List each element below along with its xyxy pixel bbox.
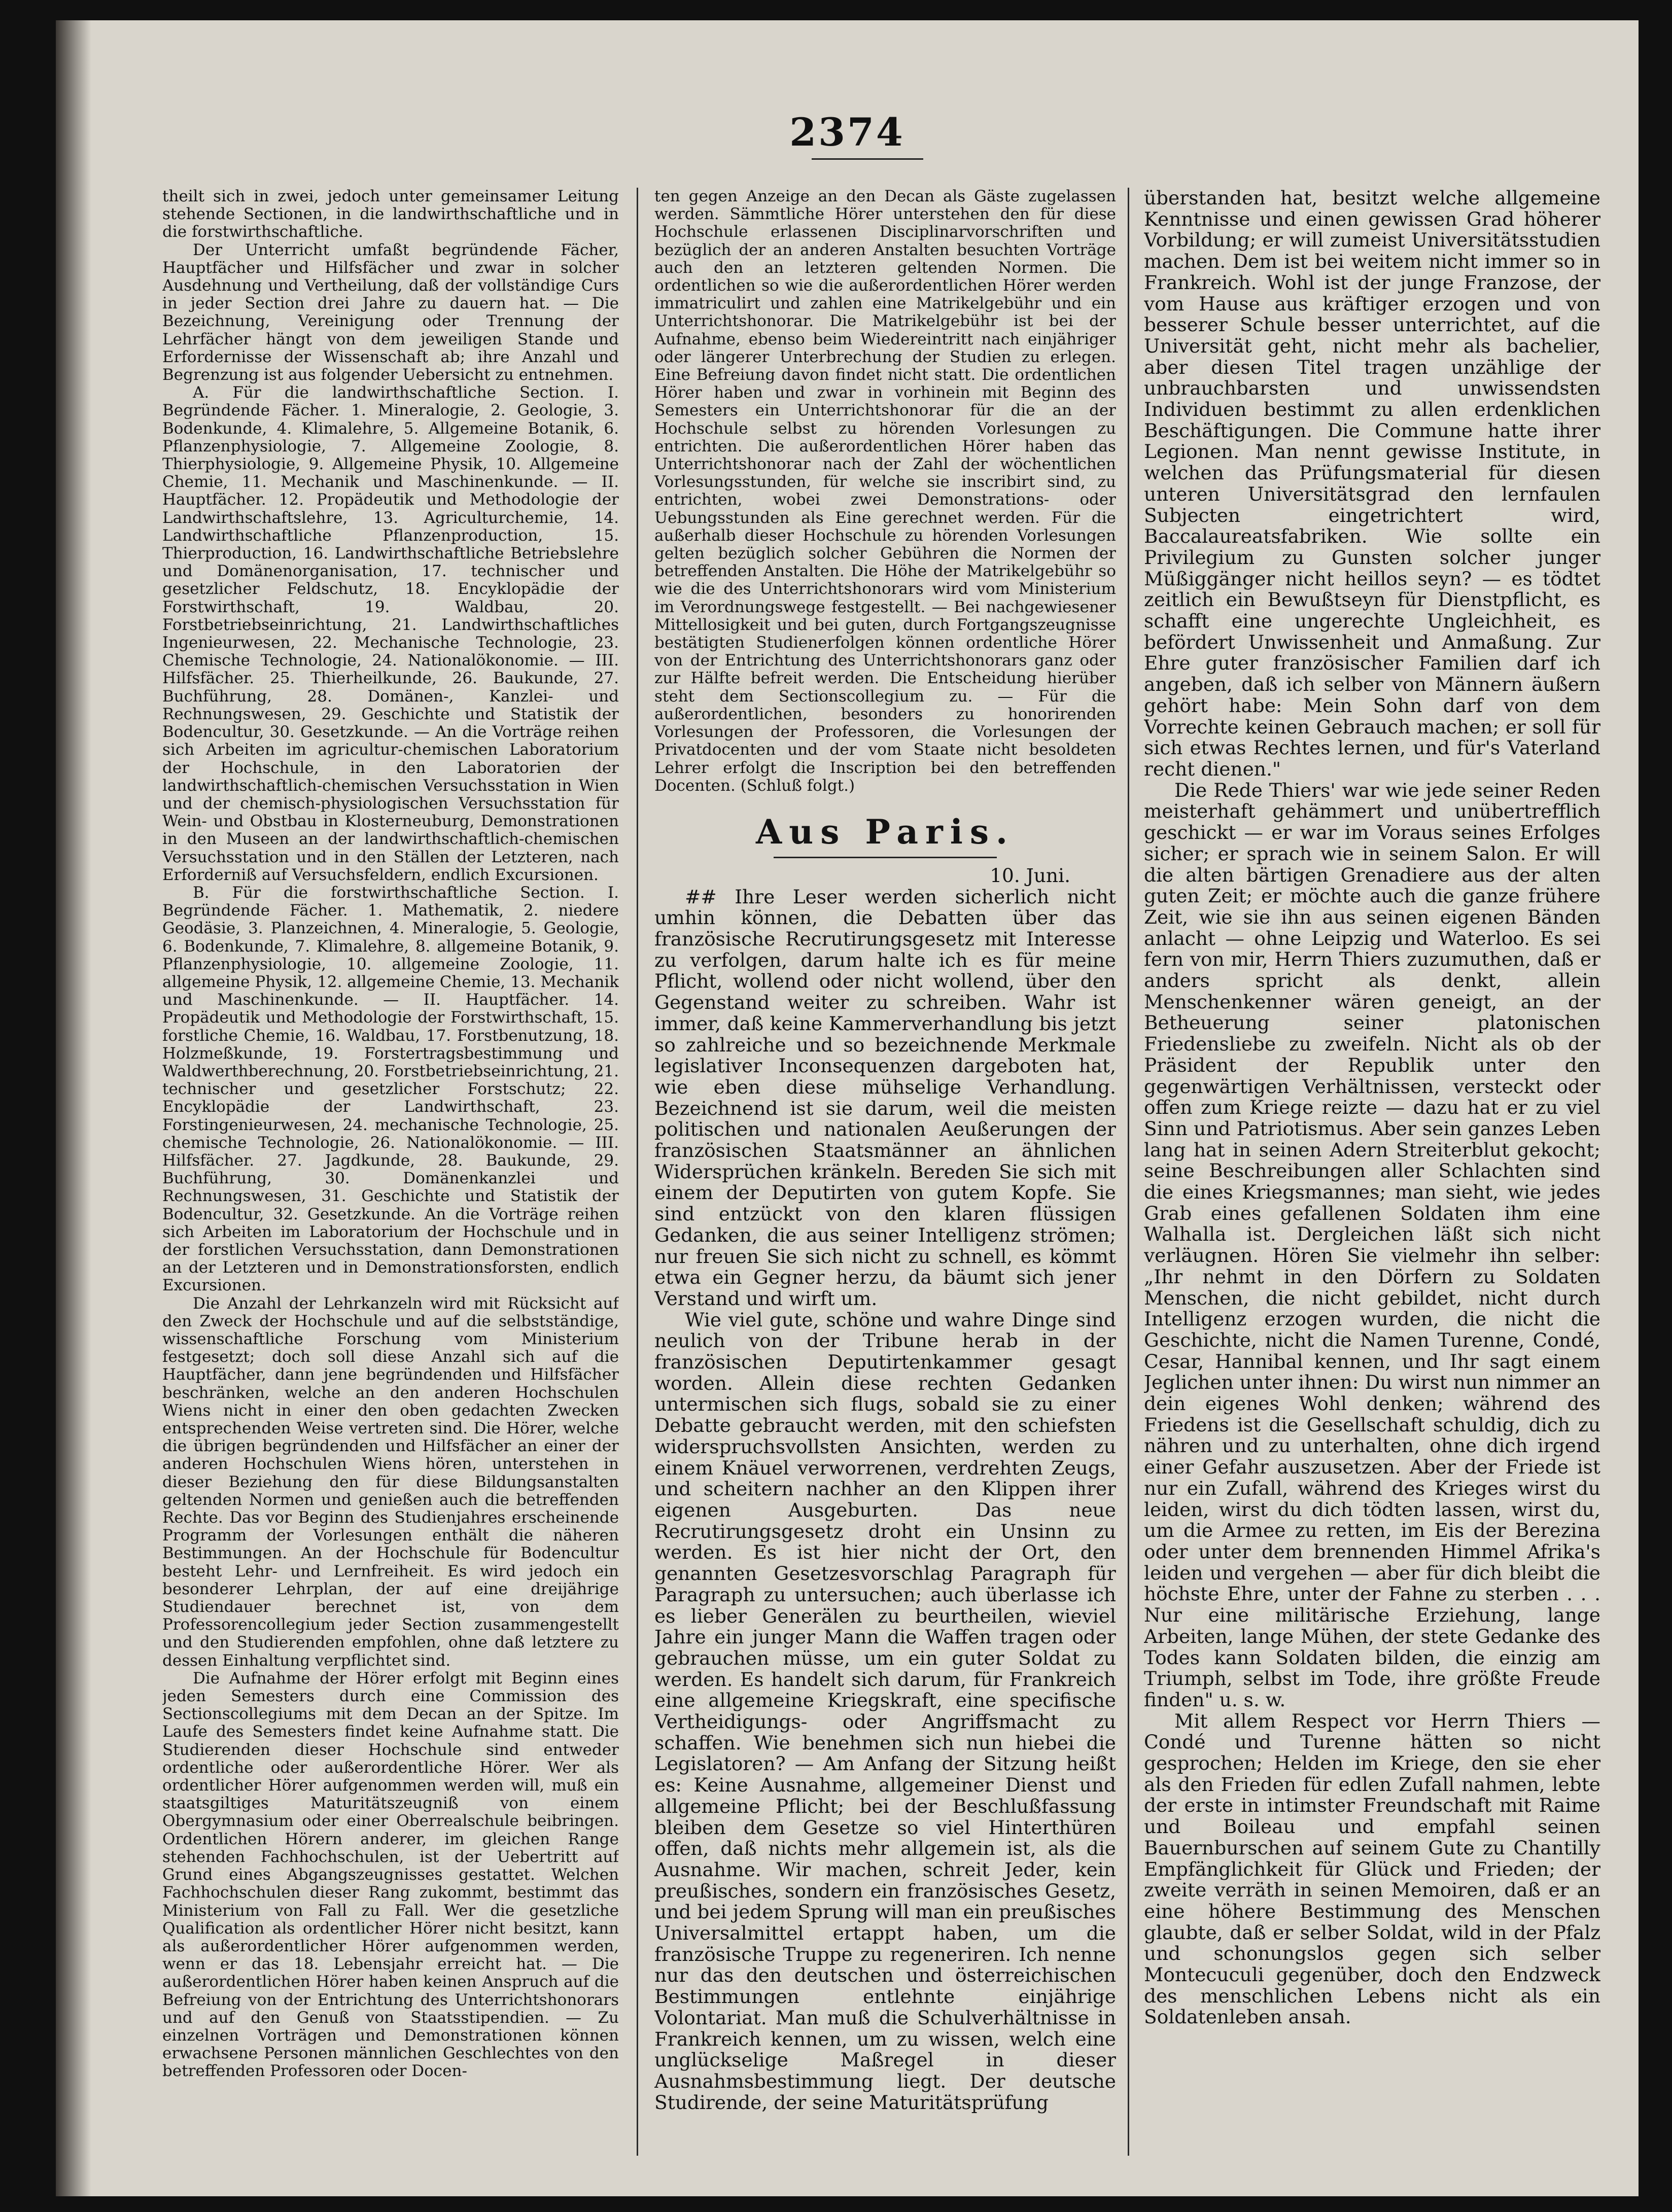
dateline: 10. Juni. — [990, 864, 1070, 887]
article-paragraph: Wie viel gute, schöne und wahre Dinge sind neulich von der Tribune herab in der französischen Deputirtenkammer gesagt worden. Allein diese rechten Gedanken untermischen sich flugs, sobald sie zu einer Debatte gebraucht werden, mit den schiefsten widerspruchsvollsten Ansichten, werden zu einem Knäuel verworrenen, verdrehten Zeugs, und scheitern nachher an den Klippen ihrer eigenen Ausgeburten. Das neue Recrutirungsgesetz droht ein Unsinn zu werden. Es ist hier nicht der Ort, den genannten Gesetzesvorschlag Paragraph für Paragraph zu untersuchen; auch überlasse ich es lieber Generälen zu beurtheilen, wieviel Jahre ein junger Mann die Waffen tragen oder gebrauchen müsse, um ein guter Soldat zu werden. Es handelt sich darum, für Frankreich eine allgemeine Kriegskraft, eine specifische Vertheidigungs- oder Angriffsmacht zu schaffen. Wie benehmen sich nun hiebei die Legislatoren? — Am Anfang der Sitzung heißt es: Keine Ausnahme, allgemeiner Dienst und allgemeine Pflicht; bei der Beschlußfassung bleiben dem Gesetze so viel Hinterthüren offen, daß nichts mehr allgemein ist, als die Ausnahme. Wir machen, schreit Jeder, kein preußisches, sondern ein französisches Gesetz, und bei jedem Sprung will man ein preußisches Universalmittel ertappt haben, um die französische Truppe zu regeneriren. Ich nenne nur das den deutschen und österreichischen Bestimmungen entlehnte einjährige Volontariat. Man muß die Schulverhältnisse in Frankreich kennen, um zu wissen, welch eine unglückselige Maßregel in dieser Ausnahmsbestimmung liegt. Der deutsche Studirende, der seine Maturitätsprüfung — [654, 1308, 1116, 2114]
article-paragraph: B. Für die forstwirthschaftliche Section. I. Begründende Fächer. 1. Mathematik, 2. niedere Geodäsie, 3. Planzeichnen, 4. Mineralogie, 5. Geologie, 6. Bodenkunde, 7. Klimalehre, 8. allgemeine Botanik, 9. Pflanzenphysiologie, 10. allgemeine Zoologie, 11. allgemeine Physik, 12. allgemeine Chemie, 13. Mechanik und Maschinenkunde. — II. Hauptfächer. 14. Propädeutik und Methodologie der Forstwirthschaft, 15. forstliche Chemie, 16. Waldbau, 17. Forstbenutzung, 18. Holzmeßkunde, 19. Forstertragsbestimmung und Waldwerthberechnung, 20. Forstbetriebseinrichtung, 21. technischer und gesetzlicher Forstschutz; 22. Encyklopädie der Landwirthschaft, 23. Forstingenieurwesen, 24. mechanische Technologie, 25. chemische Technologie, 26. Nationalökonomie. — III. Hilfsfächer. 27. Jagdkunde, 28. Baukunde, 29. Buchführung, 30. Domänenkanzlei und Rechnungswesen, 31. Geschichte und Statistik der Bodencultur, 32. Gesetzkunde. An die Vorträge reihen sich Arbeiten im Laboratorium der Hochschule und in der forstlichen Versuchsstation, dann Demonstrationen an der Letzteren und in Demonstrationsforsten, endlich Excursionen. — [162, 883, 619, 1295]
article-paragraph: überstanden hat, besitzt welche allgemeine Kenntnisse und einen gewissen Grad höherer Vorbildung; er will zumeist Universitätsstudien machen. Dem ist bei weitem nicht immer so in Frankreich. Wohl ist der junge Franzose, der vom Hause aus kräftiger erzogen und von besserer Schule besser unterrichtet, auf die Universität geht, nicht mehr als bachelier, aber diesen Titel tragen unzählige der unbrauchbarsten und unwissendsten Individuen bestimmt zu allen erdenklichen Beschäftigungen. Die Commune hatte ihrer Legionen. Man nennt gewisse Institute, in welchen das Prüfungsmaterial für diesen unteren Universitätsgrad den lernfaulen Subjecten eingetrichtert wird, Baccalaureatsfabriken. Wie sollte ein Privilegium zu Gunsten solcher junger Müßiggänger nicht heillos seyn? — es tödtet zeitlich ein Bewußtseyn für Dienstpflicht, es schafft eine ungerechte Ungleichheit, es befördert Unwissenheit und Anmaßung. Zur Ehre guter französischer Familien darf ich angeben, daß ich selber von Männern äußern gehört habe: Mein Sohn darf von dem Vorrechte keinen Gebrauch machen; er soll für sich etwas Rechtes lernen, und für's Vaterland recht dienen." — [1144, 188, 1600, 780]
article-paragraph: theilt sich in zwei, jedoch unter gemeinsamer Leitung stehende Sectionen, in die landwirthschaftliche und in die forstwirthschaftliche. — [162, 188, 619, 241]
column-middle — [654, 188, 1116, 2156]
column-divider-2 — [1128, 188, 1129, 2156]
section-heading: Aus Paris. — [756, 812, 1015, 852]
column-right — [1144, 188, 1600, 2156]
article-paragraph: Mit allem Respect vor Herrn Thiers — Condé und Turenne hätten so nicht gesprochen; Helden im Kriege, den sie eher als den Frieden für edlen Zufall nahmen, lebte der erste in intimster Freundschaft mit Raime und Boileau und empfahl seinen Bauernburschen auf seinem Gute zu Chantilly Empfänglichkeit für Glück und Frieden; der zweite verräth in seinen Memoiren, daß er an eine höhere Bestimmung des Menschen glaubte, daß er selber Soldat, wild in der Pfalz und schonungslos gegen sich selber Montecuculi gegenüber, doch den Endzweck des menschlichen Lebens nicht als ein Soldatenleben ansah. — [1144, 1709, 1600, 2028]
article-paragraph: Die Anzahl der Lehrkanzeln wird mit Rücksicht auf den Zweck der Hochschule und auf die selbstständige, wissenschaftliche Forschung vom Ministerium festgesetzt; doch soll diese Anzahl sich auf die Hauptfächer, dann jene begründenden und Hilfsfächer beschränken, welche an den anderen Hochschulen Wiens nicht in einer den oben gedachten Zwecken entsprechenden Weise vertreten sind. Die Hörer, welche die übrigen begründenden und Hilfsfächer an einer der anderen Hochschulen Wiens hören, unterstehen in dieser Beziehung den für diese Bildungsanstalten geltenden Normen und genießen auch die betreffenden Rechte. Das vor Beginn des Studienjahres erscheinende Programm der Vorlesungen enthält die näheren Bestimmungen. An der Hochschule für Bodencultur besteht Lehr- und Lernfreiheit. Es wird jedoch ein besonderer Lehrplan, der auf eine dreijährige Studiendauer berechnet ist, von dem Professorencollegium jeder Section zusammengestellt und den Studierenden empfohlen, ohne daß letztere zu dessen Einhaltung verpflichtet sind. — [162, 1294, 619, 1670]
page-number-rule — [812, 158, 923, 160]
heading-rule — [774, 857, 997, 858]
newspaper-page — [56, 20, 1639, 2196]
article-paragraph: Die Rede Thiers' war wie jede seiner Reden meisterhaft gehämmert und unübertrefflich geschickt — er war im Voraus seines Erfolges sicher; er sprach wie in seinem Salon. Er will die alten bärtigen Grenadiere aus der alten guten Zeit; er möchte auch die ganze frühere Zeit, wie sie ihn aus seinen eigenen Bänden anlacht — ohne Leipzig und Waterloo. Es sei fern von mir, Herrn Thiers zuzumuthen, daß er anders spricht als denkt, allein Menschenkenner wären geneigt, an der Betheuerung seiner platonischen Friedensliebe zu zweifeln. Nicht als ob der Präsident der Republik unter den gegenwärtigen Verhältnissen, versteckt oder offen zum Kriege reizte — dazu hat er zu viel Sinn und Patriotismus. Aber sein ganzes Leben lang hat in seinen Adern Streiterblut gekocht; seine Beschreibungen aller Schlachten sind die eines Kriegsmannes; man sieht, wie jedes Grab eines gefallenen Soldaten ihm eine Walhalla ist. Dergleichen läßt sich nicht verläugnen. Hören Sie vielmehr ihn selber: „Ihr nehmt in den Dörfern zu Soldaten Menschen, die nicht gebildet, nicht durch Intelligenz erzogen wurden, die nicht die Geschichte, nicht die Namen Turenne, Condé, Cesar, Hannibal kennen, und Ihr sagt einem Jeglichen unter ihnen: Du wirst nun nimmer an dein eigenes Wohl denken; während des Friedens ist die Gesellschaft schuldig, dich zu nähren und zu unterhalten, ohne dich irgend einer Gefahr auszusetzen. Aber der Friede ist nur ein Zufall, während des Krieges wirst du leiden, wirst du dich tödten lassen, wirst du, um die Armee zu retten, im Eis der Berezina oder unter dem brennenden Himmel Afrika's leiden und vergehen — aber für dich bleibt die höchste Ehre, unter der Fahne zu sterben . . . Nur eine militärische Erziehung, lange Arbeiten, lange Mühen, der stete Gedanke des Todes kann Soldaten bilden, die einzig am Triumph, selbst im Tode, ihre größte Freude finden" u. s. w. — [1144, 779, 1600, 1711]
column-divider-1 — [637, 188, 638, 2156]
article-paragraph: Der Unterricht umfaßt begründende Fächer, Hauptfächer und Hilfsfächer und zwar in solcher Ausdehnung und Vertheilung, daß der vollständige Curs in jeder Section drei Jahre zu dauern hat. — Die Bezeichnung, Vereinigung oder Trennung der Lehrfächer hängt von dem jeweiligen Stande und Erfordernisse der Wissenschaft ab; ihre Anzahl und Begrenzung ist aus folgender Uebersicht zu entnehmen. — [162, 240, 619, 384]
article-continuation — [654, 188, 1116, 795]
column-left — [162, 188, 619, 2156]
page-number: 2374 — [789, 110, 905, 155]
article-paragraph: ten gegen Anzeige an den Decan als Gäste zugelassen werden. Sämmtliche Hörer unterstehen den für diese Hochschule erlassenen Disciplinarvorschriften und bezüglich der an anderen Anstalten besuchten Vorträge auch den an letzteren geltenden Normen. Die ordentlichen so wie die außerordentlichen Hörer werden immatriculirt und zahlen eine Matrikelgebühr und ein Unterrichtshonorar. Die Matrikelgebühr ist bei der Aufnahme, ebenso beim Wiedereintritt nach einjähriger oder längerer Unterbrechung der Studien zu erlegen. Eine Befreiung davon findet nicht statt. Die ordentlichen Hörer haben und zwar in vorhinein mit Beginn des Semesters ein Unterrichtshonorar für die an der Hochschule selbst zu hörenden Vorlesungen zu entrichten. Die außerordentlichen Hörer haben das Unterrichtshonorar nach der Zahl der wöchentlichen Vorlesungsstunden, für welche sie inscribirt sind, zu entrichten, wobei zwei Demonstrations- oder Uebungsstunden als Eine gerechnet werden. Für die außerhalb dieser Hochschule zu hörenden Vorlesungen gelten bezüglich solcher Gebühren die Normen der betreffenden Anstalten. Die Höhe der Matrikelgebühr so wie die des Unterrichtshonorars wird vom Ministerium im Verordnungswege festgestellt. — Bei nachgewiesener Mittellosigkeit und bei guten, durch Fortgangszeugnisse bestätigten Studienerfolgen können ordentliche Hörer von der Entrichtung des Unterrichtshonorars ganz oder zur Hälfte befreit werden. Die Entscheidung hierüber steht dem Sectionscollegium zu. — Für die außerordentlichen, besonders zu honorirenden Vorlesungen der Professoren, die Vorlesungen der Privatdocenten und der vom Staate nicht besoldeten Lehrer erfolgt die Inscription bei den betreffenden Docenten. (Schluß folgt.) — [654, 188, 1116, 795]
article-paragraph: A. Für die landwirthschaftliche Section. I. Begründende Fächer. 1. Mineralogie, 2. Geologie, 3. Bodenkunde, 4. Klimalehre, 5. Allgemeine Botanik, 6. Pflanzenphysiologie, 7. Allgemeine Zoologie, 8. Thierphysiologie, 9. Allgemeine Physik, 10. Allgemeine Chemie, 11. Mechanik und Maschinenkunde. — II. Hauptfächer. 12. Propädeutik und Methodologie der Landwirthschaftslehre, 13. Agriculturchemie, 14. Landwirthschaftliche Pflanzenproduction, 15. Thierproduction, 16. Landwirthschaftliche Betriebslehre und Domänenorganisation, 17. technischer und gesetzlicher Feldschutz, 18. Encyklopädie der Forstwirthschaft, 19. Waldbau, 20. Forstbetriebseinrichtung, 21. Landwirthschaftliches Ingenieurwesen, 22. Mechanische Technologie, 23. Chemische Technologie, 24. Nationalökonomie. — III. Hilfsfächer. 25. Thierheilkunde, 26. Baukunde, 27. Buchführung, 28. Domänen-, Kanzlei- und Rechnungswesen, 29. Geschichte und Statistik der Bodencultur, 30. Gesetzkunde. — An die Vorträge reihen sich Arbeiten im agricultur-chemischen Laboratorium der Hochschule, in den Laboratorien der landwirthschaftlich-chemischen Versuchsstation in Wien und der chemisch-physiologischen Versuchsstation für Wein- und Obstbau in Klosterneuburg, Demonstrationen in den Museen an der landwirthschaftlich-chemischen Versuchsstation und in den Ställen der Letzteren, nach Erforderniß auf Versuchsfeldern, endlich Excursionen. — [162, 383, 619, 884]
article-paragraph: Die Aufnahme der Hörer erfolgt mit Beginn eines jeden Semesters durch eine Commission des Sectionscollegiums mit dem Decan an der Spitze. Im Laufe des Semesters findet keine Aufnahme statt. Die Studierenden dieser Hochschule sind entweder ordentliche oder außerordentliche Hörer. Wer als ordentlicher Hörer aufgenommen werden will, muß ein staatsgiltiges Maturitätszeugniß von einem Obergymnasium oder einer Oberrealschule beibringen. Ordentlichen Hörern anderer, im gleichen Range stehenden Fachhochschulen, ist der Uebertritt auf Grund eines Abgangszeugnisses gestattet. Welchen Fachhochschulen dieser Rang zukommt, bestimmt das Ministerium von Fall zu Fall. Wer die gesetzliche Qualification als ordentlicher Hörer nicht besitzt, kann als außerordentlicher Hörer aufgenommen werden, wenn er das 18. Lebensjahr erreicht hat. — Die außerordentlichen Hörer haben keinen Anspruch auf die Befreiung von der Entrichtung des Unterrichtshonorars und auf den Genuß von Staatsstipendien. — Zu einzelnen Vorträgen und Demonstrationen können erwachsene Personen männlichen Geschlechtes von den betreffenden Professoren oder Docen- — [162, 1669, 619, 2081]
article-paragraph: ## Ihre Leser werden sicherlich nicht umhin können, die Debatten über das französische Recrutirungsgesetz mit Interesse zu verfolgen, darum halte ich es für meine Pflicht, wollend oder nicht wollend, über den Gegenstand weiter zu schreiben. Wahr ist immer, daß keine Kammerverhandlung bis jetzt so zahlreiche und so bezeichnende Merkmale legislativer Inconsequenzen dargeboten hat, wie eben diese mühselige Verhandlung. Bezeichnend ist sie darum, weil die meisten politischen und nationalen Aeußerungen der französischen Staatsmänner an ähnlichen Widersprüchen kränkeln. Bereden Sie sich mit einem der Deputirten von gutem Kopfe. Sie sind entzückt von den klaren flüssigen Gedanken, die aus seiner Intelligenz strömen; nur freuen Sie sich nicht zu schnell, es kömmt etwa ein Gegner herzu, da bäumt sich jener Verstand und wirft um. — [654, 885, 1116, 1310]
page-edge-shadow — [56, 20, 91, 2196]
